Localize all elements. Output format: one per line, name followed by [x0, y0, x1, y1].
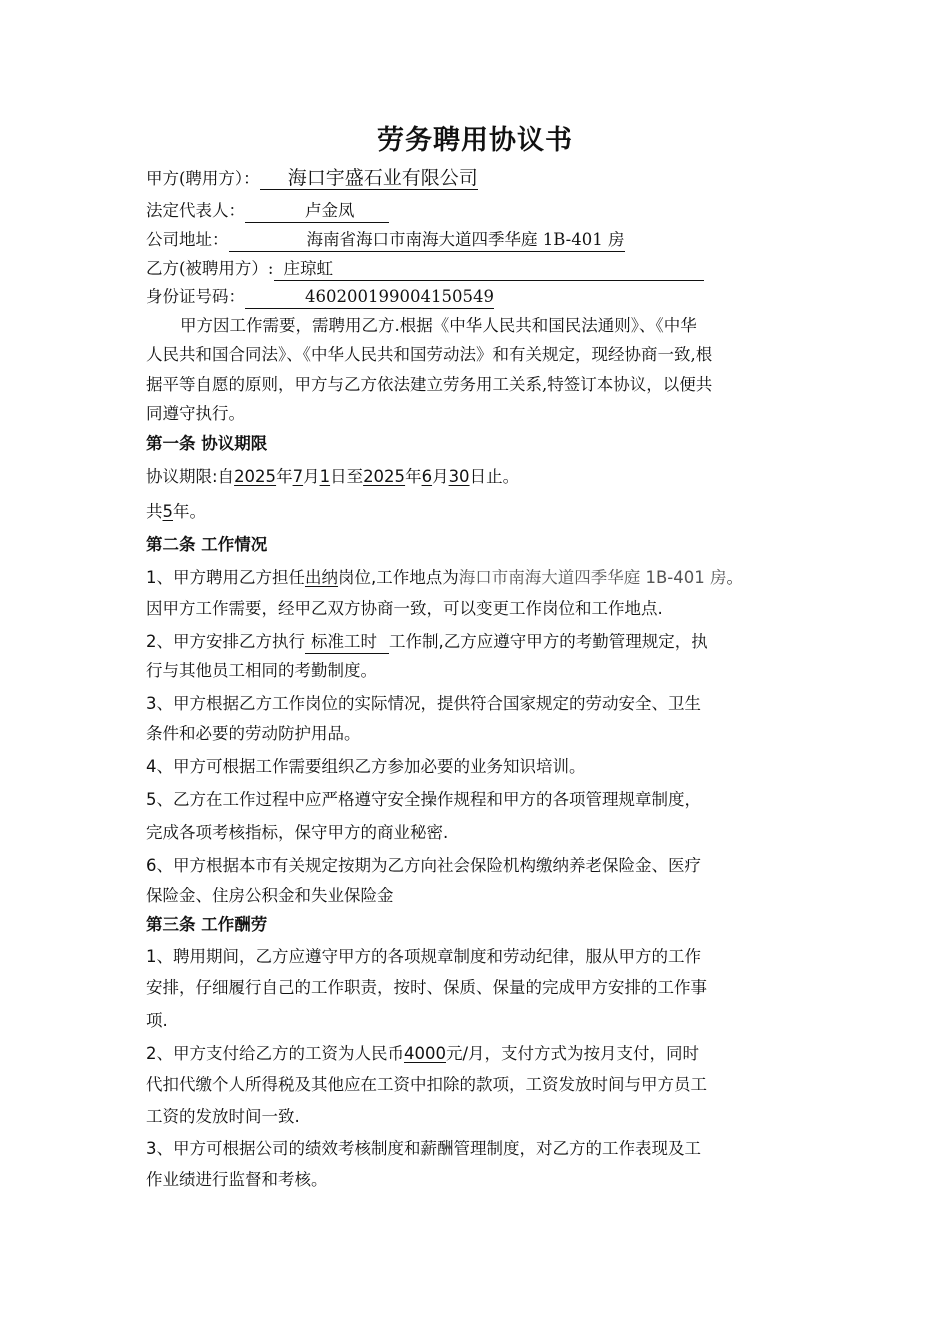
intro-line: 同遵守执行。: [146, 404, 245, 423]
id-row: [146, 286, 494, 309]
document-title: 劳务聘用协议书: [377, 125, 573, 156]
article3-item3: 3、甲方可根据公司的绩效考核制度和薪酬管理制度，对乙方的工作表现及工: [146, 1139, 701, 1158]
address-value: 海南省海口市南海大道四季华庭 1B-401 房: [229, 230, 625, 252]
legal-rep-value: 卢金凤: [245, 201, 389, 223]
article2-item1: [146, 567, 743, 589]
article2-item6-line2: 保险金、住房公积金和失业保险金: [146, 886, 394, 905]
start-month: 7: [292, 467, 304, 486]
day-to: 日至: [330, 467, 364, 486]
article2-item6: 6、甲方根据本市有关规定按期为乙方向社会保险机构缴纳养老保险金、医疗: [146, 856, 701, 875]
article2-item3: 3、甲方根据乙方工作岗位的实际情况，提供符合国家规定的劳动安全、卫生: [146, 694, 701, 713]
post-name: 出纳: [305, 568, 338, 587]
end-month: 6: [421, 467, 433, 486]
article2-item2-line2: 行与其他员工相同的考勤制度。: [146, 661, 377, 680]
year-char: 年: [276, 467, 293, 486]
article3-heading: 第三条 工作酬劳: [146, 915, 268, 934]
start-year: 2025: [234, 467, 277, 486]
period-prefix: 协议期限:自: [146, 467, 235, 486]
start-day: 1: [319, 467, 331, 486]
article2-item2: [146, 631, 708, 654]
intro-line: 据平等自愿的原则，甲方与乙方依法建立劳务用工关系,特签订本协议，以便共: [146, 375, 713, 394]
article3-item2: [146, 1043, 699, 1065]
item-text: 2、甲方安排乙方执行: [146, 632, 305, 651]
intro-line: 人民共和国合同法》、《中华人民共和国劳动法》和有关规定，现经协商一致,根: [146, 345, 713, 364]
salary-amount: 4000: [404, 1044, 446, 1063]
article2-item5-line2: 完成各项考核指标，保守甲方的商业秘密.: [146, 823, 449, 842]
total-suffix: 年。: [173, 502, 206, 521]
end-suffix: 日止。: [469, 467, 520, 486]
party-a-label: 甲方(聘用方）：: [146, 169, 260, 188]
article2-item4: 4、甲方可根据工作需要组织乙方参加必要的业务知识培训。: [146, 757, 586, 776]
article3-item1-line2: 安排，仔细履行自己的工作职责，按时、保质、保量的完成甲方安排的工作事: [146, 978, 707, 997]
item-text: 。: [726, 568, 744, 587]
item-text: 工作制,乙方应遵守甲方的考勤管理规定，执: [389, 632, 708, 651]
item-text: 岗位,工作地点为: [338, 568, 459, 587]
article3-item1: 1、聘用期间，乙方应遵守甲方的各项规章制度和劳动纪律，服从甲方的工作: [146, 947, 701, 966]
article3-item3-line2: 作业绩进行监督和考核。: [146, 1170, 328, 1189]
party-b-value: 庄琼虹: [274, 259, 704, 281]
article3-item1-line3: 项.: [146, 1011, 168, 1030]
total-prefix: 共: [146, 502, 163, 521]
article2-item5: 5、乙方在工作过程中应严格遵守安全操作规程和甲方的各项管理规章制度，: [146, 790, 701, 809]
id-value: 460200199004150549: [245, 287, 494, 309]
total-row: [146, 501, 206, 523]
id-label: 身份证号码：: [146, 287, 245, 306]
article3-item2-line2: 代扣代缴个人所得税及其他应在工资中扣除的款项，工资发放时间与甲方员工: [146, 1075, 707, 1094]
address-label: 公司地址：: [146, 230, 229, 249]
article2-item3-line2: 条件和必要的劳动防护用品。: [146, 724, 361, 743]
legal-rep-row: [146, 200, 389, 223]
month-char: 月: [432, 467, 449, 486]
item-text: 1、甲方聘用乙方担任: [146, 568, 305, 587]
party-a-value: 海口宇盛石业有限公司: [260, 168, 478, 190]
period-row: [146, 466, 519, 488]
party-a-row: [146, 168, 478, 190]
party-b-label: 乙方(被聘用方）:: [146, 259, 274, 278]
total-years: 5: [162, 502, 173, 521]
article2-heading: 第二条 工作情况: [146, 535, 268, 554]
article3-item2-line3: 工资的发放时间一致.: [146, 1107, 300, 1126]
article1-heading: 第一条 协议期限: [146, 434, 268, 453]
end-year: 2025: [363, 467, 406, 486]
item-text: 2、甲方支付给乙方的工资为人民币: [146, 1044, 404, 1063]
year-char: 年: [405, 467, 422, 486]
item-text: 元/月，支付方式为按月支付，同时: [446, 1044, 700, 1063]
article2-item1-line2: 因甲方工作需要，经甲乙双方协商一致，可以变更工作岗位和工作地点.: [146, 599, 663, 618]
legal-rep-label: 法定代表人：: [146, 201, 245, 220]
month-char: 月: [303, 467, 320, 486]
work-system: 标准工时: [305, 632, 389, 654]
work-place: 海口市南海大道四季华庭 1B-401 房: [458, 568, 727, 587]
party-b-row: [146, 258, 704, 281]
intro-line: 甲方因工作需要，需聘用乙方.根据《中华人民共和国民法通则》、《中华: [180, 316, 697, 335]
address-row: [146, 229, 625, 252]
end-day: 30: [448, 467, 470, 486]
